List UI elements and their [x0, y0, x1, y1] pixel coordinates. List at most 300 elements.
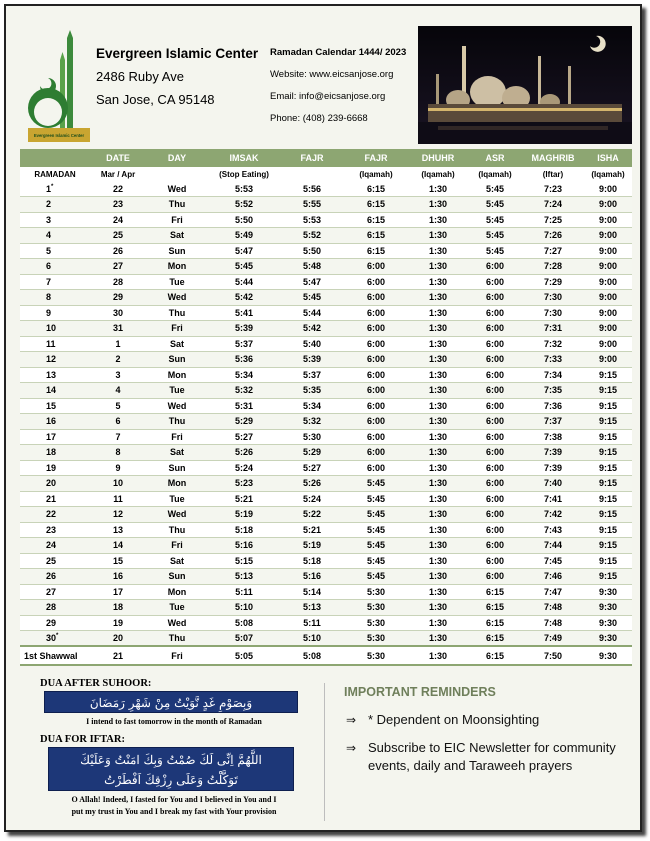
cell-asr: 6:00 — [468, 553, 522, 569]
cell-dhuhr: 1:30 — [408, 259, 468, 275]
cell-imsak: 5:05 — [208, 646, 280, 665]
cell-isha: 9:00 — [584, 197, 632, 213]
cell-fi: 5:45 — [344, 553, 408, 569]
cell-d: 12 — [90, 507, 146, 523]
cell-fi: 5:45 — [344, 491, 408, 507]
cell-maghrib: 7:34 — [522, 367, 584, 383]
cell-imsak: 5:53 — [208, 181, 280, 197]
cell-asr: 6:00 — [468, 414, 522, 430]
cell-maghrib: 7:50 — [522, 646, 584, 665]
cell-fi: 5:30 — [344, 631, 408, 647]
cell-day: Tue — [146, 383, 208, 399]
header — [20, 20, 632, 146]
ramadan-day-cell — [20, 367, 90, 383]
table-row — [20, 631, 632, 647]
table-row — [20, 383, 632, 399]
cell-maghrib: 7:31 — [522, 321, 584, 337]
cell-dhuhr: 1:30 — [408, 212, 468, 228]
cell-day: Thu — [146, 414, 208, 430]
ramadan-day-cell — [20, 491, 90, 507]
calendar-page — [4, 4, 642, 832]
cell-dhuhr: 1:30 — [408, 569, 468, 585]
ramadan-day-cell — [20, 414, 90, 430]
cell-asr: 6:00 — [468, 522, 522, 538]
cell-fi: 6:00 — [344, 460, 408, 476]
ramadan-day: 30 — [46, 633, 57, 643]
ramadan-day-cell — [20, 476, 90, 492]
org-name: Evergreen Islamic Center — [96, 46, 259, 61]
cell-day: Sun — [146, 243, 208, 259]
cell-isha: 9:00 — [584, 305, 632, 321]
ramadan-day: 1st Shawwal — [24, 650, 78, 661]
cell-fajr: 5:42 — [280, 321, 344, 337]
cell-day: Wed — [146, 398, 208, 414]
dua-section — [40, 675, 308, 818]
subheader-cell: (Iqamah) — [344, 167, 408, 181]
cell-asr: 6:00 — [468, 383, 522, 399]
table-row — [20, 491, 632, 507]
cell-isha: 9:15 — [584, 553, 632, 569]
cell-fi: 6:00 — [344, 321, 408, 337]
cell-day: Thu — [146, 631, 208, 647]
cell-dhuhr: 1:30 — [408, 631, 468, 647]
cell-d: 26 — [90, 243, 146, 259]
cell-fi: 6:00 — [344, 383, 408, 399]
cell-maghrib: 7:48 — [522, 600, 584, 616]
cell-imsak: 5:07 — [208, 631, 280, 647]
cell-dhuhr: 1:30 — [408, 228, 468, 244]
cell-day: Fri — [146, 321, 208, 337]
cell-fi: 6:00 — [344, 259, 408, 275]
cell-fi: 6:00 — [344, 352, 408, 368]
table-row — [20, 414, 632, 430]
cell-d: 14 — [90, 538, 146, 554]
cell-fi: 5:45 — [344, 522, 408, 538]
org-block — [96, 46, 276, 115]
ramadan-day: 16 — [46, 416, 57, 427]
ramadan-day-cell — [20, 321, 90, 337]
cell-fi: 6:15 — [344, 243, 408, 259]
cell-fi: 6:00 — [344, 445, 408, 461]
cell-asr: 6:00 — [468, 274, 522, 290]
cell-d: 15 — [90, 553, 146, 569]
cell-fajr: 5:27 — [280, 460, 344, 476]
cell-d: 3 — [90, 367, 146, 383]
cell-imsak: 5:29 — [208, 414, 280, 430]
website-link[interactable]: Website: www.eicsanjose.org — [270, 69, 394, 80]
cell-maghrib: 7:33 — [522, 352, 584, 368]
cell-asr: 6:00 — [468, 367, 522, 383]
reminder-text: Subscribe to EIC Newsletter for community events, daily and Taraweeh prayers — [368, 740, 616, 773]
cell-fajr: 5:21 — [280, 522, 344, 538]
table-row — [20, 305, 632, 321]
cell-imsak: 5:19 — [208, 507, 280, 523]
ramadan-day: 13 — [46, 369, 57, 380]
cell-fi: 6:00 — [344, 274, 408, 290]
suhoor-dua-arabic: وَبِصَوْمِ غَدٍ نَّوَيْتُ مِنْ شَهْرِ رَمَضَانَ — [44, 691, 298, 713]
iftar-dua-translation — [40, 794, 308, 818]
cell-day: Fri — [146, 646, 208, 665]
table-row — [20, 538, 632, 554]
ramadan-day: 27 — [46, 586, 57, 597]
header-cell: DATE — [90, 149, 146, 167]
cell-fajr: 5:08 — [280, 646, 344, 665]
cell-day: Mon — [146, 367, 208, 383]
cell-imsak: 5:50 — [208, 212, 280, 228]
header-cell: IMSAK — [208, 149, 280, 167]
cell-fajr: 5:53 — [280, 212, 344, 228]
cell-fajr: 5:45 — [280, 290, 344, 306]
section-divider — [324, 683, 325, 821]
ramadan-day: 4 — [46, 230, 52, 241]
cell-d: 13 — [90, 522, 146, 538]
email-link[interactable]: Email: info@eicsanjose.org — [270, 91, 386, 102]
cell-day: Mon — [146, 584, 208, 600]
cell-maghrib: 7:23 — [522, 181, 584, 197]
cell-asr: 5:45 — [468, 228, 522, 244]
table-row — [20, 197, 632, 213]
cell-isha: 9:15 — [584, 491, 632, 507]
cell-fi: 6:15 — [344, 228, 408, 244]
cell-fi: 6:00 — [344, 367, 408, 383]
contact-info — [270, 47, 430, 135]
cell-imsak: 5:15 — [208, 553, 280, 569]
cell-d: 2 — [90, 352, 146, 368]
table-row — [20, 398, 632, 414]
ramadan-day-cell — [20, 646, 90, 665]
subheader-cell: RAMADAN — [20, 167, 90, 181]
cell-day: Thu — [146, 197, 208, 213]
cell-isha: 9:00 — [584, 274, 632, 290]
cell-dhuhr: 1:30 — [408, 507, 468, 523]
prayer-times-table — [20, 149, 632, 666]
cell-fi: 5:45 — [344, 476, 408, 492]
cell-imsak: 5:24 — [208, 460, 280, 476]
ramadan-day: 8 — [46, 292, 52, 303]
table-row — [20, 352, 632, 368]
cell-fajr: 5:26 — [280, 476, 344, 492]
cell-imsak: 5:41 — [208, 305, 280, 321]
mosque-logo-icon — [26, 30, 92, 146]
cell-fi: 6:00 — [344, 429, 408, 445]
table-row — [20, 243, 632, 259]
cell-imsak: 5:11 — [208, 584, 280, 600]
cell-day: Wed — [146, 181, 208, 197]
calendar-title: Ramadan Calendar 1444/ 2023 — [270, 47, 407, 58]
cell-asr: 6:00 — [468, 429, 522, 445]
cell-maghrib: 7:27 — [522, 243, 584, 259]
cell-isha: 9:00 — [584, 212, 632, 228]
subheader-cell — [146, 167, 208, 181]
table-subheader-row — [20, 167, 632, 181]
ramadan-day-cell — [20, 522, 90, 538]
cell-asr: 6:00 — [468, 507, 522, 523]
cell-asr: 6:00 — [468, 336, 522, 352]
cell-isha: 9:15 — [584, 476, 632, 492]
cell-asr: 5:45 — [468, 243, 522, 259]
phone-number: Phone: (408) 239-6668 — [270, 113, 368, 124]
cell-fi: 5:30 — [344, 584, 408, 600]
cell-fajr: 5:40 — [280, 336, 344, 352]
table-row — [20, 228, 632, 244]
cell-dhuhr: 1:30 — [408, 491, 468, 507]
ramadan-day: 20 — [46, 478, 57, 489]
cell-d: 7 — [90, 429, 146, 445]
cell-maghrib: 7:40 — [522, 476, 584, 492]
cell-imsak: 5:31 — [208, 398, 280, 414]
cell-asr: 6:00 — [468, 290, 522, 306]
ramadan-day-cell — [20, 305, 90, 321]
subheader-cell: (Iqamah) — [468, 167, 522, 181]
cell-imsak: 5:37 — [208, 336, 280, 352]
cell-d: 8 — [90, 445, 146, 461]
cell-maghrib: 7:30 — [522, 290, 584, 306]
cell-dhuhr: 1:30 — [408, 600, 468, 616]
cell-day: Wed — [146, 290, 208, 306]
cell-fi: 5:30 — [344, 615, 408, 631]
ramadan-day-cell — [20, 243, 90, 259]
ramadan-day: 6 — [46, 261, 52, 272]
cell-d: 19 — [90, 615, 146, 631]
cell-maghrib: 7:30 — [522, 305, 584, 321]
cell-asr: 6:00 — [468, 569, 522, 585]
cell-isha: 9:15 — [584, 538, 632, 554]
header-cell: FAJR — [280, 149, 344, 167]
cell-fi: 6:00 — [344, 290, 408, 306]
cell-day: Fri — [146, 429, 208, 445]
iftar-dua-arabic-line2: تَوَكَّلْتُ وَعَلَى رِزْقِكَ اَفْطَرْتُ — [104, 773, 238, 787]
cell-fi: 5:45 — [344, 538, 408, 554]
cell-dhuhr: 1:30 — [408, 197, 468, 213]
cell-d: 27 — [90, 259, 146, 275]
table-body — [20, 181, 632, 665]
cell-isha: 9:15 — [584, 569, 632, 585]
cell-dhuhr: 1:30 — [408, 414, 468, 430]
cell-maghrib: 7:24 — [522, 197, 584, 213]
cell-dhuhr: 1:30 — [408, 305, 468, 321]
cell-imsak: 5:23 — [208, 476, 280, 492]
cell-fajr: 5:11 — [280, 615, 344, 631]
reminder-item — [344, 711, 624, 729]
cell-isha: 9:00 — [584, 181, 632, 197]
cell-isha: 9:00 — [584, 321, 632, 337]
ramadan-day: 9 — [46, 307, 52, 318]
cell-day: Wed — [146, 507, 208, 523]
cell-fajr: 5:32 — [280, 414, 344, 430]
cell-d: 5 — [90, 398, 146, 414]
subheader-cell: (Iftar) — [522, 167, 584, 181]
table-row — [20, 336, 632, 352]
table-row — [20, 181, 632, 197]
cell-isha: 9:15 — [584, 429, 632, 445]
cell-maghrib: 7:25 — [522, 212, 584, 228]
iftar-translation-line1: O Allah! Indeed, I fasted for You and I believed in You and I — [71, 795, 277, 804]
cell-fajr: 5:47 — [280, 274, 344, 290]
cell-fajr: 5:52 — [280, 228, 344, 244]
cell-maghrib: 7:42 — [522, 507, 584, 523]
cell-maghrib: 7:38 — [522, 429, 584, 445]
ramadan-day-cell — [20, 383, 90, 399]
ramadan-day-cell — [20, 336, 90, 352]
cell-maghrib: 7:45 — [522, 553, 584, 569]
ramadan-day-cell — [20, 460, 90, 476]
header-cell — [20, 149, 90, 167]
cell-dhuhr: 1:30 — [408, 476, 468, 492]
cell-fajr: 5:34 — [280, 398, 344, 414]
cell-dhuhr: 1:30 — [408, 538, 468, 554]
cell-asr: 5:45 — [468, 212, 522, 228]
cell-maghrib: 7:49 — [522, 631, 584, 647]
ramadan-day: 29 — [46, 617, 57, 628]
cell-day: Tue — [146, 274, 208, 290]
ramadan-day: 26 — [46, 571, 57, 582]
cell-isha: 9:30 — [584, 615, 632, 631]
cell-imsak: 5:10 — [208, 600, 280, 616]
cell-fajr: 5:48 — [280, 259, 344, 275]
iftar-dua-arabic-line1: اللَّهُمَّ اِنِّى لَكَ صُمْتُ وَبِكَ امَنْتُ وَعَلَيْكَ — [80, 753, 262, 767]
ramadan-day: 3 — [46, 214, 52, 225]
ramadan-day: 10 — [46, 323, 57, 334]
cell-imsak: 5:39 — [208, 321, 280, 337]
cell-fi: 6:15 — [344, 212, 408, 228]
cell-day: Fri — [146, 538, 208, 554]
cell-isha: 9:00 — [584, 352, 632, 368]
cell-fi: 5:45 — [344, 507, 408, 523]
cell-asr: 6:00 — [468, 476, 522, 492]
cell-day: Sun — [146, 352, 208, 368]
suhoor-dua-title: DUA AFTER SUHOOR: — [40, 678, 152, 689]
ramadan-day: 5 — [46, 245, 52, 256]
cell-day: Mon — [146, 476, 208, 492]
cell-imsak: 5:52 — [208, 197, 280, 213]
cell-dhuhr: 1:30 — [408, 336, 468, 352]
ramadan-day-cell — [20, 429, 90, 445]
cell-asr: 6:00 — [468, 460, 522, 476]
cell-day: Tue — [146, 600, 208, 616]
cell-fi: 6:00 — [344, 414, 408, 430]
ramadan-day-cell — [20, 212, 90, 228]
ramadan-day: 7 — [46, 276, 52, 287]
ramadan-day: 14 — [46, 385, 57, 396]
ramadan-day-cell — [20, 228, 90, 244]
cell-fajr: 5:44 — [280, 305, 344, 321]
cell-maghrib: 7:28 — [522, 259, 584, 275]
ramadan-day: 15 — [46, 400, 57, 411]
iftar-dua-arabic — [48, 747, 294, 791]
ramadan-day: 12 — [46, 354, 57, 365]
cell-day: Sun — [146, 460, 208, 476]
ramadan-day: 11 — [46, 338, 56, 349]
cell-imsak: 5:32 — [208, 383, 280, 399]
cell-dhuhr: 1:30 — [408, 429, 468, 445]
table-row — [20, 460, 632, 476]
ramadan-day-cell — [20, 615, 90, 631]
cell-asr: 5:45 — [468, 181, 522, 197]
cell-isha: 9:15 — [584, 367, 632, 383]
cell-fi: 6:15 — [344, 197, 408, 213]
cell-fajr: 5:16 — [280, 569, 344, 585]
cell-fajr: 5:14 — [280, 584, 344, 600]
ramadan-day: 21 — [46, 493, 57, 504]
cell-d: 28 — [90, 274, 146, 290]
cell-fajr: 5:13 — [280, 600, 344, 616]
cell-asr: 6:00 — [468, 352, 522, 368]
cell-asr: 6:00 — [468, 445, 522, 461]
mosque-photo-icon — [418, 26, 632, 144]
ramadan-day: 25 — [46, 555, 57, 566]
cell-day: Tue — [146, 491, 208, 507]
cell-asr: 6:15 — [468, 646, 522, 665]
cell-d: 17 — [90, 584, 146, 600]
cell-maghrib: 7:37 — [522, 414, 584, 430]
cell-day: Thu — [146, 305, 208, 321]
cell-asr: 6:15 — [468, 631, 522, 647]
cell-dhuhr: 1:30 — [408, 460, 468, 476]
logo-text: Evergreen Islamic Center — [33, 133, 85, 138]
cell-dhuhr: 1:30 — [408, 553, 468, 569]
cell-day: Fri — [146, 212, 208, 228]
header-cell: ASR — [468, 149, 522, 167]
org-address-line1: 2486 Ruby Ave — [96, 69, 184, 84]
cell-imsak: 5:44 — [208, 274, 280, 290]
ramadan-day: 19 — [46, 462, 57, 473]
arrow-right-icon: ⇒ — [346, 713, 357, 727]
cell-imsak: 5:34 — [208, 367, 280, 383]
cell-dhuhr: 1:30 — [408, 398, 468, 414]
org-address-line2: San Jose, CA 95148 — [96, 92, 215, 107]
cell-fi: 6:00 — [344, 398, 408, 414]
cell-asr: 6:00 — [468, 538, 522, 554]
cell-d: 9 — [90, 460, 146, 476]
subheader-cell: (Iqamah) — [584, 167, 632, 181]
moonsighting-marker: * — [51, 183, 54, 190]
table-row — [20, 553, 632, 569]
cell-asr: 6:15 — [468, 600, 522, 616]
cell-isha: 9:00 — [584, 336, 632, 352]
table-row — [20, 445, 632, 461]
cell-fajr: 5:55 — [280, 197, 344, 213]
cell-maghrib: 7:39 — [522, 445, 584, 461]
table-header-row — [20, 149, 632, 167]
cell-fajr: 5:37 — [280, 367, 344, 383]
cell-fajr: 5:35 — [280, 383, 344, 399]
subheader-cell: (Iqamah) — [408, 167, 468, 181]
cell-imsak: 5:13 — [208, 569, 280, 585]
cell-isha: 9:00 — [584, 259, 632, 275]
cell-maghrib: 7:26 — [522, 228, 584, 244]
cell-d: 1 — [90, 336, 146, 352]
cell-imsak: 5:16 — [208, 538, 280, 554]
ramadan-day-cell — [20, 600, 90, 616]
ramadan-day-cell — [20, 445, 90, 461]
cell-d: 4 — [90, 383, 146, 399]
table-row — [20, 584, 632, 600]
ramadan-day: 1 — [46, 183, 52, 194]
iftar-translation-line2: put my trust in You and I break my fast with Your provision — [71, 807, 277, 816]
subheader-cell: (Stop Eating) — [208, 167, 280, 181]
table-row — [20, 522, 632, 538]
cell-day: Sun — [146, 569, 208, 585]
cell-dhuhr: 1:30 — [408, 290, 468, 306]
ramadan-day-cell — [20, 538, 90, 554]
cell-maghrib: 7:43 — [522, 522, 584, 538]
cell-imsak: 5:47 — [208, 243, 280, 259]
cell-dhuhr: 1:30 — [408, 522, 468, 538]
cell-fajr: 5:24 — [280, 491, 344, 507]
table-row — [20, 476, 632, 492]
cell-imsak: 5:42 — [208, 290, 280, 306]
cell-fajr: 5:19 — [280, 538, 344, 554]
